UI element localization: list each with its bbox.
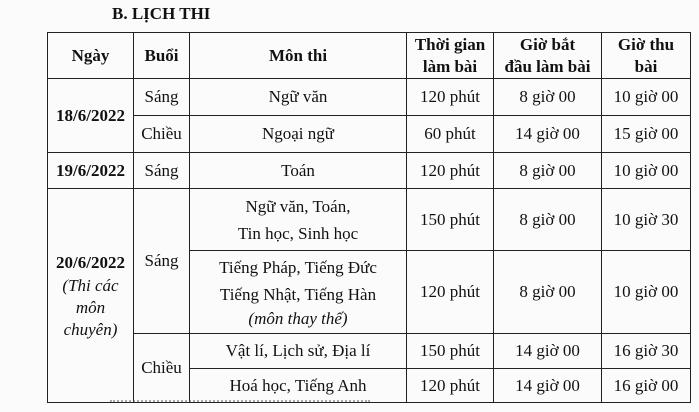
- end-time-cell: 10 giờ 00: [602, 153, 691, 189]
- end-time-cell: 10 giờ 00: [602, 79, 691, 116]
- duration-cell: 150 phút: [407, 334, 494, 369]
- subject-cell: Hoá học, Tiếng Anh: [190, 369, 407, 403]
- session-cell: Sáng: [134, 79, 190, 116]
- header-duration: [407, 33, 494, 79]
- session-cell: Chiều: [134, 116, 190, 153]
- start-time-cell: 14 giờ 00: [494, 334, 602, 369]
- duration-cell: 120 phút: [407, 153, 494, 189]
- subject-note: (môn thay thế): [248, 309, 348, 328]
- duration-cell: 120 phút: [407, 369, 494, 403]
- start-time-cell: 14 giờ 00: [494, 369, 602, 403]
- subject-cell: Ngữ văn: [190, 79, 407, 116]
- subject-cell: [190, 251, 407, 334]
- exam-schedule-table: [47, 32, 691, 403]
- header-start: [494, 33, 602, 79]
- duration-cell: 120 phút: [407, 79, 494, 116]
- subject-line1: Tiếng Pháp, Tiếng Đức: [219, 258, 377, 277]
- header-duration-line2: làm bài: [422, 56, 478, 76]
- end-time-cell: 16 giờ 00: [602, 369, 691, 403]
- end-time-cell: 16 giờ 30: [602, 334, 691, 369]
- table-row: [48, 79, 691, 116]
- subject-cell: Ngoại ngữ: [190, 116, 407, 153]
- start-time-cell: 8 giờ 00: [494, 189, 602, 251]
- table-row: [48, 189, 691, 251]
- date-note-line2: môn: [75, 297, 106, 317]
- subject-line1: Ngữ văn, Toán,: [245, 196, 351, 216]
- subject-cell: Toán: [190, 153, 407, 189]
- date-note-line1: (Thi các: [62, 275, 119, 295]
- start-time-cell: 8 giờ 00: [494, 79, 602, 116]
- end-time-cell: 15 giờ 00: [602, 116, 691, 153]
- header-start-line1: Giờ bắt: [519, 34, 576, 54]
- header-row: [48, 33, 691, 79]
- date-cell: 18/6/2022: [48, 79, 134, 153]
- header-end-line2: bài: [634, 56, 658, 76]
- header-subject: Môn thi: [190, 33, 407, 79]
- subject-line2: Tiếng Nhật, Tiếng Hàn: [219, 285, 377, 304]
- table-row: [48, 153, 691, 189]
- table-row: [48, 334, 691, 369]
- subject-cell: [190, 189, 407, 251]
- start-time-cell: 8 giờ 00: [494, 153, 602, 189]
- section-heading: B. LỊCH THI: [112, 4, 211, 23]
- session-cell: Chiều: [134, 334, 190, 403]
- header-end-line1: Giờ thu: [617, 34, 675, 54]
- duration-cell: 150 phút: [407, 189, 494, 251]
- header-duration-line1: Thời gian: [414, 34, 486, 54]
- header-end: [602, 33, 691, 79]
- session-cell: Sáng: [134, 153, 190, 189]
- table-row: [48, 116, 691, 153]
- subject-cell: Vật lí, Lịch sử, Địa lí: [190, 334, 407, 369]
- duration-cell: 120 phút: [407, 251, 494, 334]
- header-session: Buổi: [134, 33, 190, 79]
- end-time-cell: 10 giờ 30: [602, 189, 691, 251]
- cut-off-text-line: [110, 400, 370, 412]
- header-date: Ngày: [48, 33, 134, 79]
- session-cell: Sáng: [134, 189, 190, 334]
- date-cell: 19/6/2022: [48, 153, 134, 189]
- start-time-cell: 8 giờ 00: [494, 251, 602, 334]
- end-time-cell: 10 giờ 00: [602, 251, 691, 334]
- subject-line2: Tin học, Sinh học: [237, 223, 359, 243]
- date-cell: [48, 189, 134, 403]
- date-note-line3: chuyên): [63, 319, 118, 339]
- date-value: 20/6/2022: [56, 252, 125, 272]
- start-time-cell: 14 giờ 00: [494, 116, 602, 153]
- duration-cell: 60 phút: [407, 116, 494, 153]
- header-start-line2: đầu làm bài: [504, 56, 591, 76]
